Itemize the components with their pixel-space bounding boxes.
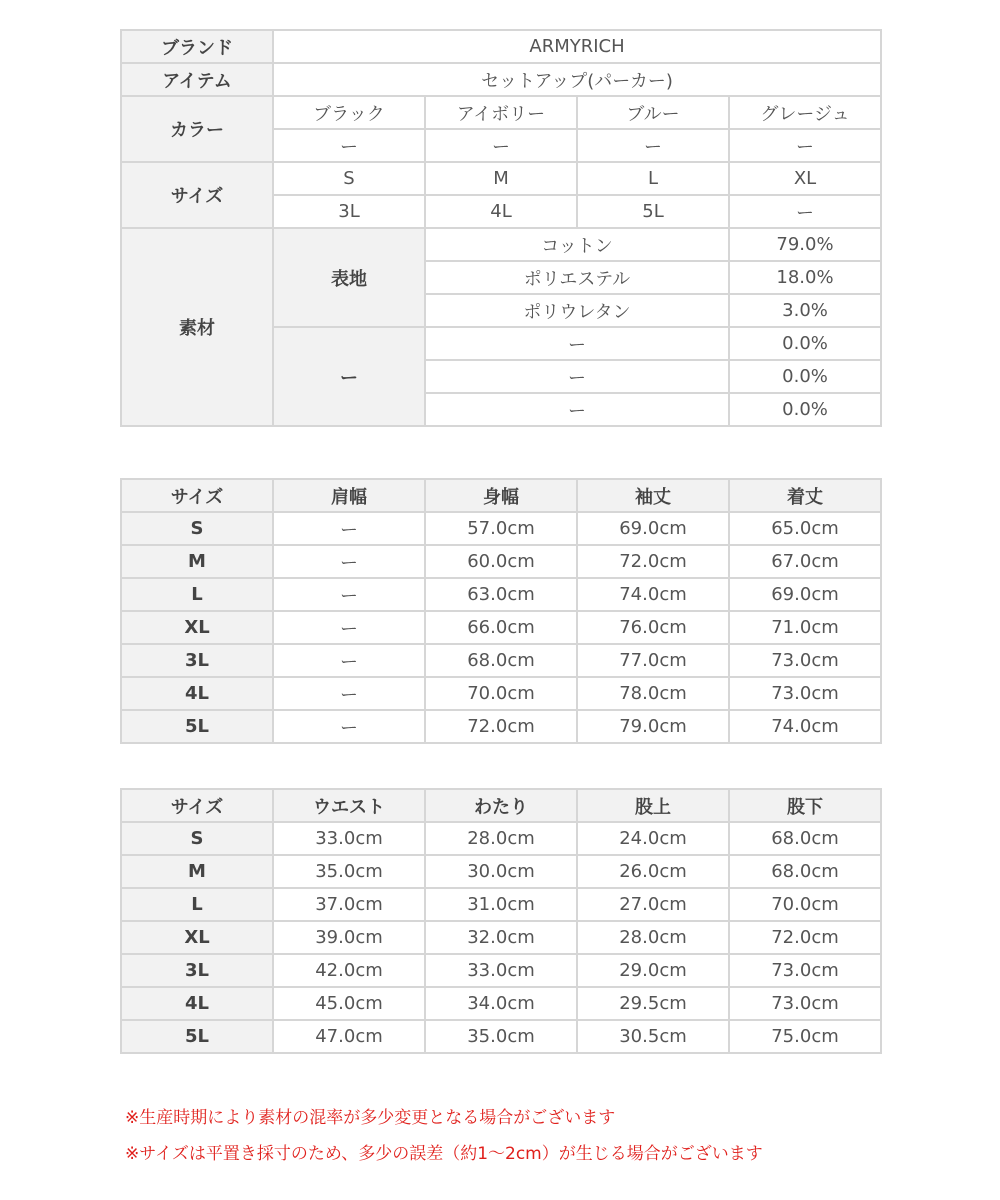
note-measurement-error: ※サイズは平置き採寸のため、多少の誤差（約1～2cm）が生じる場合がございます	[125, 1144, 763, 1164]
table-cell: 28.0cm	[425, 822, 577, 855]
table-cell: 69.0cm	[729, 578, 881, 611]
item-label: アイテム	[121, 63, 273, 96]
item-value: セットアップ(パーカー)	[273, 63, 881, 96]
other-material-label: ー	[273, 327, 425, 426]
column-header: ウエスト	[273, 789, 425, 822]
table-cell: 73.0cm	[729, 987, 881, 1020]
material-name: ー	[425, 393, 729, 426]
note-blend-ratio: ※生産時期により素材の混率が多少変更となる場合がございます	[125, 1108, 616, 1128]
material-name: ポリウレタン	[425, 294, 729, 327]
table-row	[121, 710, 881, 743]
table-cell: 57.0cm	[425, 512, 577, 545]
table-cell: 35.0cm	[273, 855, 425, 888]
column-header: 股上	[577, 789, 729, 822]
table-cell: 68.0cm	[729, 855, 881, 888]
table-header-row	[121, 789, 881, 822]
material-row	[121, 228, 881, 261]
table-cell: 74.0cm	[729, 710, 881, 743]
brand-label: ブランド	[121, 30, 273, 63]
column-header: サイズ	[121, 479, 273, 512]
table-cell: 31.0cm	[425, 888, 577, 921]
material-percent: 0.0%	[729, 393, 881, 426]
size-row	[121, 162, 881, 195]
table-row	[121, 822, 881, 855]
surface-label: 表地	[273, 228, 425, 327]
size-value: ー	[729, 195, 881, 228]
material-name: コットン	[425, 228, 729, 261]
table-cell: 74.0cm	[577, 578, 729, 611]
material-percent: 79.0%	[729, 228, 881, 261]
color-value: ー	[577, 129, 729, 162]
table-cell: 68.0cm	[425, 644, 577, 677]
table-cell: ー	[273, 710, 425, 743]
table-cell: ー	[273, 578, 425, 611]
table-row	[121, 512, 881, 545]
color-label: カラー	[121, 96, 273, 162]
table-cell: 78.0cm	[577, 677, 729, 710]
table-cell: 72.0cm	[425, 710, 577, 743]
table-row	[121, 611, 881, 644]
table-cell: 77.0cm	[577, 644, 729, 677]
table-cell: 27.0cm	[577, 888, 729, 921]
table-cell: 32.0cm	[425, 921, 577, 954]
table-cell: ー	[273, 611, 425, 644]
color-value: ー	[273, 129, 425, 162]
brand-value: ARMYRICH	[273, 30, 881, 63]
column-header: 袖丈	[577, 479, 729, 512]
table-cell: 79.0cm	[577, 710, 729, 743]
column-header: 身幅	[425, 479, 577, 512]
table-cell: ー	[273, 677, 425, 710]
table-cell: 24.0cm	[577, 822, 729, 855]
table-cell: 29.5cm	[577, 987, 729, 1020]
table-row	[121, 644, 881, 677]
table-row	[121, 1020, 881, 1053]
table-cell: 73.0cm	[729, 677, 881, 710]
table-cell: 75.0cm	[729, 1020, 881, 1053]
material-percent: 3.0%	[729, 294, 881, 327]
size-cell: L	[121, 888, 273, 921]
table-cell: 47.0cm	[273, 1020, 425, 1053]
size-value: 4L	[425, 195, 577, 228]
size-cell: XL	[121, 611, 273, 644]
size-value: XL	[729, 162, 881, 195]
table-header-row	[121, 479, 881, 512]
size-cell: M	[121, 545, 273, 578]
material-percent: 0.0%	[729, 360, 881, 393]
table-cell: 30.0cm	[425, 855, 577, 888]
table-cell: 34.0cm	[425, 987, 577, 1020]
material-percent: 0.0%	[729, 327, 881, 360]
table-cell: 72.0cm	[577, 545, 729, 578]
size-cell: XL	[121, 921, 273, 954]
item-row	[121, 63, 881, 96]
table-cell: 67.0cm	[729, 545, 881, 578]
top-size-table	[120, 478, 882, 744]
table-row	[121, 888, 881, 921]
material-name: ー	[425, 327, 729, 360]
brand-row	[121, 30, 881, 63]
size-value: 3L	[273, 195, 425, 228]
table-row	[121, 545, 881, 578]
table-cell: ー	[273, 545, 425, 578]
table-row	[121, 921, 881, 954]
table-cell: 29.0cm	[577, 954, 729, 987]
color-value: ー	[729, 129, 881, 162]
size-cell: 3L	[121, 644, 273, 677]
size-value: L	[577, 162, 729, 195]
size-cell: M	[121, 855, 273, 888]
table-cell: 68.0cm	[729, 822, 881, 855]
material-label: 素材	[121, 228, 273, 426]
table-cell: 73.0cm	[729, 644, 881, 677]
table-cell: ー	[273, 644, 425, 677]
table-cell: 63.0cm	[425, 578, 577, 611]
table-cell: 69.0cm	[577, 512, 729, 545]
table-cell: 33.0cm	[425, 954, 577, 987]
table-cell: ー	[273, 512, 425, 545]
size-cell: 4L	[121, 987, 273, 1020]
table-cell: 70.0cm	[425, 677, 577, 710]
table-cell: 42.0cm	[273, 954, 425, 987]
material-name: ポリエステル	[425, 261, 729, 294]
color-value: ブラック	[273, 96, 425, 129]
color-value: グレージュ	[729, 96, 881, 129]
spec-table	[120, 29, 882, 427]
table-cell: 73.0cm	[729, 954, 881, 987]
table-row	[121, 578, 881, 611]
size-value: M	[425, 162, 577, 195]
size-cell: S	[121, 512, 273, 545]
table-cell: 37.0cm	[273, 888, 425, 921]
table-cell: 26.0cm	[577, 855, 729, 888]
table-cell: 71.0cm	[729, 611, 881, 644]
table-cell: 66.0cm	[425, 611, 577, 644]
size-value: 5L	[577, 195, 729, 228]
column-header: サイズ	[121, 789, 273, 822]
table-row	[121, 677, 881, 710]
size-cell: 3L	[121, 954, 273, 987]
column-header: 股下	[729, 789, 881, 822]
material-percent: 18.0%	[729, 261, 881, 294]
table-cell: 76.0cm	[577, 611, 729, 644]
table-cell: 65.0cm	[729, 512, 881, 545]
table-row	[121, 855, 881, 888]
table-cell: 28.0cm	[577, 921, 729, 954]
table-cell: 33.0cm	[273, 822, 425, 855]
table-cell: 72.0cm	[729, 921, 881, 954]
size-cell: 4L	[121, 677, 273, 710]
table-cell: 60.0cm	[425, 545, 577, 578]
column-header: 肩幅	[273, 479, 425, 512]
size-cell: 5L	[121, 710, 273, 743]
table-row	[121, 954, 881, 987]
size-value: S	[273, 162, 425, 195]
column-header: わたり	[425, 789, 577, 822]
column-header: 着丈	[729, 479, 881, 512]
size-label: サイズ	[121, 162, 273, 228]
color-row	[121, 96, 881, 129]
color-value: アイボリー	[425, 96, 577, 129]
table-row	[121, 987, 881, 1020]
table-cell: 45.0cm	[273, 987, 425, 1020]
table-cell: 35.0cm	[425, 1020, 577, 1053]
color-value: ー	[425, 129, 577, 162]
size-cell: S	[121, 822, 273, 855]
size-cell: L	[121, 578, 273, 611]
table-cell: 70.0cm	[729, 888, 881, 921]
bottom-size-table	[120, 788, 882, 1054]
table-cell: 39.0cm	[273, 921, 425, 954]
material-name: ー	[425, 360, 729, 393]
size-cell: 5L	[121, 1020, 273, 1053]
table-cell: 30.5cm	[577, 1020, 729, 1053]
color-value: ブルー	[577, 96, 729, 129]
